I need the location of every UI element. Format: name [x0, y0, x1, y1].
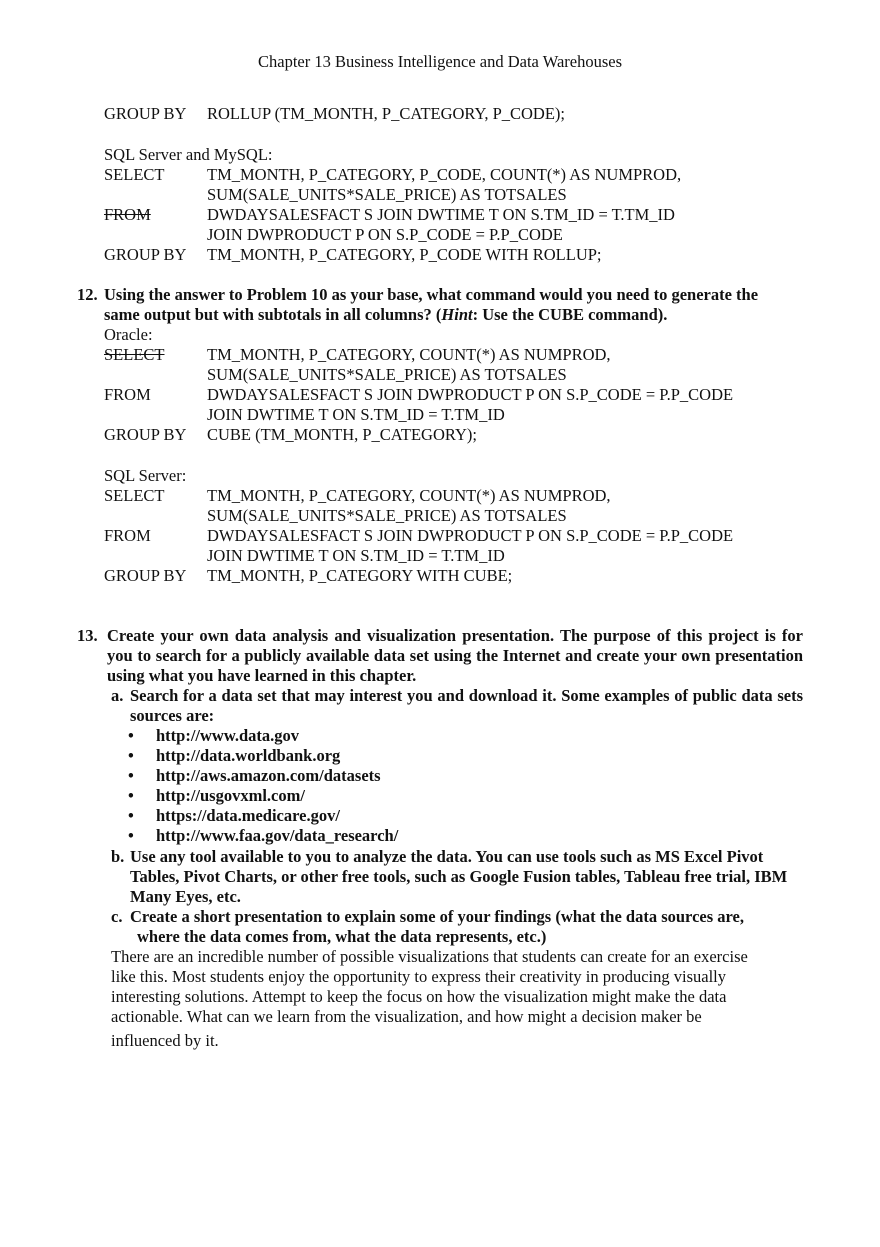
sql-clause: ROLLUP (TM_MONTH, P_CATEGORY, P_CODE);	[207, 104, 565, 123]
sql-clause: TM_MONTH, P_CATEGORY, P_CODE WITH ROLLUP;	[207, 245, 602, 264]
answer-line: actionable. What can we learn from the visualization, and how might a decision maker be	[111, 1007, 702, 1026]
item-label: b.	[111, 847, 125, 866]
sql-clause: CUBE (TM_MONTH, P_CATEGORY);	[207, 425, 477, 444]
sql-clause: DWDAYSALESFACT S JOIN DWPRODUCT P ON S.P_CODE = P.P_CODE	[207, 526, 734, 545]
question-text-line: Using the answer to Problem 10 as your base, what command would you need to generate the	[104, 285, 759, 304]
dialect-label: Oracle:	[104, 325, 153, 344]
item-text-line: Create a short presentation to explain some of your findings (what the data sources are,	[130, 907, 744, 926]
answer-line: interesting solutions. Attempt to keep the focus on how the visualization might make the data	[111, 987, 727, 1006]
sql-clause: TM_MONTH, P_CATEGORY, COUNT(*) AS NUMPROD,	[207, 345, 611, 364]
sql-clause: TM_MONTH, P_CATEGORY WITH CUBE;	[207, 566, 513, 585]
sql-clause: SUM(SALE_UNITS*SALE_PRICE) AS TOTSALES	[207, 365, 567, 384]
answer-line: like this. Most students enjoy the opportunity to express their creativity in producing visually	[111, 967, 726, 986]
question-text: Create your own data analysis and visualization presentation. The purpose of this project is for you to search for a publicly available data set using the Internet and create your own presentation using what you have learned in this chapter.	[107, 626, 803, 685]
bullet-icon: •	[128, 826, 134, 845]
question-text: same output but with subtotals in all columns? (	[104, 305, 442, 324]
item-text-line: where the data comes from, what the data represents, etc.)	[137, 927, 547, 946]
hint-label: Hint	[441, 305, 473, 324]
link-text: http://aws.amazon.com/datasets	[156, 766, 381, 785]
sql-keyword: GROUP BY	[104, 104, 187, 123]
question-text-line	[104, 305, 667, 325]
sql-clause: DWDAYSALESFACT S JOIN DWTIME T ON S.TM_ID = T.TM_ID	[207, 205, 675, 224]
page-header: Chapter 13 Business Intelligence and Data Warehouses	[257, 52, 622, 71]
sql-clause: JOIN DWPRODUCT P ON S.P_CODE = P.P_CODE	[207, 225, 563, 244]
sql-clause: JOIN DWTIME T ON S.TM_ID = T.TM_ID	[207, 546, 505, 565]
sql-keyword: SELECT	[104, 345, 165, 364]
item-label: a.	[111, 686, 124, 705]
item-text: Search for a data set that may interest you and download it. Some examples of public data sets sources are:	[130, 686, 803, 725]
sql-keyword: FROM	[104, 385, 151, 404]
sql-clause: DWDAYSALESFACT S JOIN DWPRODUCT P ON S.P_CODE = P.P_CODE	[207, 385, 734, 404]
bullet-icon: •	[128, 726, 134, 745]
link-text: http://usgovxml.com/	[156, 786, 305, 805]
sql-keyword: FROM	[104, 205, 151, 224]
sql-clause: SUM(SALE_UNITS*SALE_PRICE) AS TOTSALES	[207, 185, 567, 204]
sql-clause: TM_MONTH, P_CATEGORY, COUNT(*) AS NUMPROD,	[207, 486, 611, 505]
answer-line: There are an incredible number of possible visualizations that students can create for an exercise	[111, 947, 748, 966]
sql-keyword: GROUP BY	[104, 425, 187, 444]
question-number: 13.	[77, 626, 98, 645]
item-label: c.	[111, 907, 123, 926]
sql-keyword: FROM	[104, 526, 151, 545]
bullet-icon: •	[128, 806, 134, 825]
question-number: 12.	[77, 285, 98, 304]
link-text: http://www.data.gov	[156, 726, 300, 745]
question-text: : Use the CUBE command).	[472, 305, 668, 324]
sql-keyword: SELECT	[104, 165, 165, 184]
sql-keyword: GROUP BY	[104, 245, 187, 264]
sql-clause: SUM(SALE_UNITS*SALE_PRICE) AS TOTSALES	[207, 506, 567, 525]
link-text: https://data.medicare.gov/	[156, 806, 340, 825]
link-text: http://data.worldbank.org	[156, 746, 341, 765]
dialect-label: SQL Server and MySQL:	[104, 145, 273, 164]
bullet-icon: •	[128, 746, 134, 765]
dialect-label: SQL Server:	[104, 466, 187, 485]
bullet-icon: •	[128, 766, 134, 785]
sql-keyword: SELECT	[104, 486, 165, 505]
sql-clause: TM_MONTH, P_CATEGORY, P_CODE, COUNT(*) AS NUMPROD,	[207, 165, 682, 184]
sql-clause: JOIN DWTIME T ON S.TM_ID = T.TM_ID	[207, 405, 505, 424]
answer-line: influenced by it.	[111, 1031, 219, 1050]
link-text: http://www.faa.gov/data_research/	[156, 826, 399, 845]
sql-keyword: GROUP BY	[104, 566, 187, 585]
bullet-icon: •	[128, 786, 134, 805]
item-text: Use any tool available to you to analyze the data. You can use tools such as MS Excel Pivot Tables, Pivot Charts, or other free tools, such as Google Fusion tables, Tableau free trial, IBM Many Eyes, etc.	[130, 847, 788, 906]
